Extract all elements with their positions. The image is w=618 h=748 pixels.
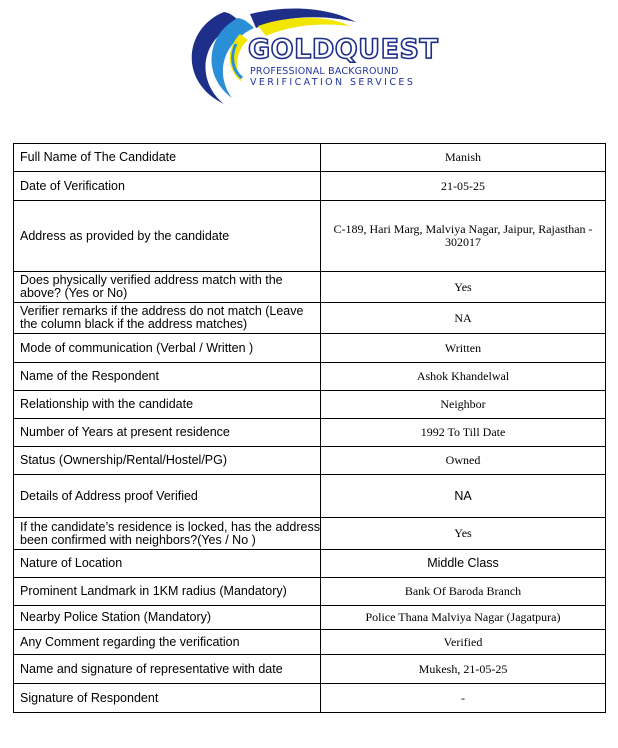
table-row (14, 655, 606, 684)
row-value: C-189, Hari Marg, Malviya Nagar, Jaipur, Rajasthan - 302017 (321, 201, 606, 272)
table-row (14, 391, 606, 419)
brand-name: GOLDQUEST (248, 34, 439, 65)
table-row (14, 201, 606, 272)
row-value: Bank Of Baroda Branch (321, 578, 606, 606)
row-label: Mode of communication (Verbal / Written ) (14, 334, 321, 363)
row-label: Relationship with the candidate (14, 391, 321, 419)
row-label: Signature of Respondent (14, 684, 321, 713)
row-value: Police Thana Malviya Nagar (Jagatpura) (321, 606, 606, 630)
table-row (14, 630, 606, 655)
table-row (14, 334, 606, 363)
table-row (14, 419, 606, 447)
table-row (14, 550, 606, 578)
row-label: Does physically verified address match with the above? (Yes or No) (14, 272, 321, 303)
row-label: If the candidate’s residence is locked, has the address been confirmed with neighbors?(Yes / No ) (14, 518, 321, 550)
row-value: Owned (321, 447, 606, 475)
table-row (14, 475, 606, 518)
row-value: Manish (321, 144, 606, 172)
goldquest-logo (180, 4, 442, 114)
row-label: Address as provided by the candidate (14, 201, 321, 272)
row-label: Status (Ownership/Rental/Hostel/PG) (14, 447, 321, 475)
table-row (14, 578, 606, 606)
row-label: Full Name of The Candidate (14, 144, 321, 172)
row-label: Number of Years at present residence (14, 419, 321, 447)
row-value: NA (321, 303, 606, 334)
row-label: Date of Verification (14, 172, 321, 201)
row-value: Mukesh, 21-05-25 (321, 655, 606, 684)
row-label: Name and signature of representative with date (14, 655, 321, 684)
brand-tagline-1: PROFESSIONAL BACKGROUND (250, 66, 399, 77)
row-label: Nature of Location (14, 550, 321, 578)
table-row (14, 518, 606, 550)
table-row (14, 606, 606, 630)
row-value: Verified (321, 630, 606, 655)
row-value: NA (321, 475, 606, 518)
row-value: Yes (321, 518, 606, 550)
table-row (14, 144, 606, 172)
table-row (14, 447, 606, 475)
row-value: Written (321, 334, 606, 363)
row-label: Prominent Landmark in 1KM radius (Mandatory) (14, 578, 321, 606)
table-row (14, 684, 606, 713)
row-value: Ashok Khandelwal (321, 363, 606, 391)
row-value: Yes (321, 272, 606, 303)
verification-form-table (13, 143, 606, 713)
row-value: Neighbor (321, 391, 606, 419)
table-row (14, 303, 606, 334)
table-row (14, 363, 606, 391)
row-value: 21-05-25 (321, 172, 606, 201)
row-label: Nearby Police Station (Mandatory) (14, 606, 321, 630)
row-value: Middle Class (321, 550, 606, 578)
brand-tagline-2: VERIFICATION SERVICES (250, 77, 416, 88)
row-label: Verifier remarks if the address do not match (Leave the column black if the address matches) (14, 303, 321, 334)
table-row (14, 172, 606, 201)
row-label: Details of Address proof Verified (14, 475, 321, 518)
table-row (14, 272, 606, 303)
row-value: 1992 To Till Date (321, 419, 606, 447)
row-value: - (321, 684, 606, 713)
row-label: Name of the Respondent (14, 363, 321, 391)
row-label: Any Comment regarding the verification (14, 630, 321, 655)
